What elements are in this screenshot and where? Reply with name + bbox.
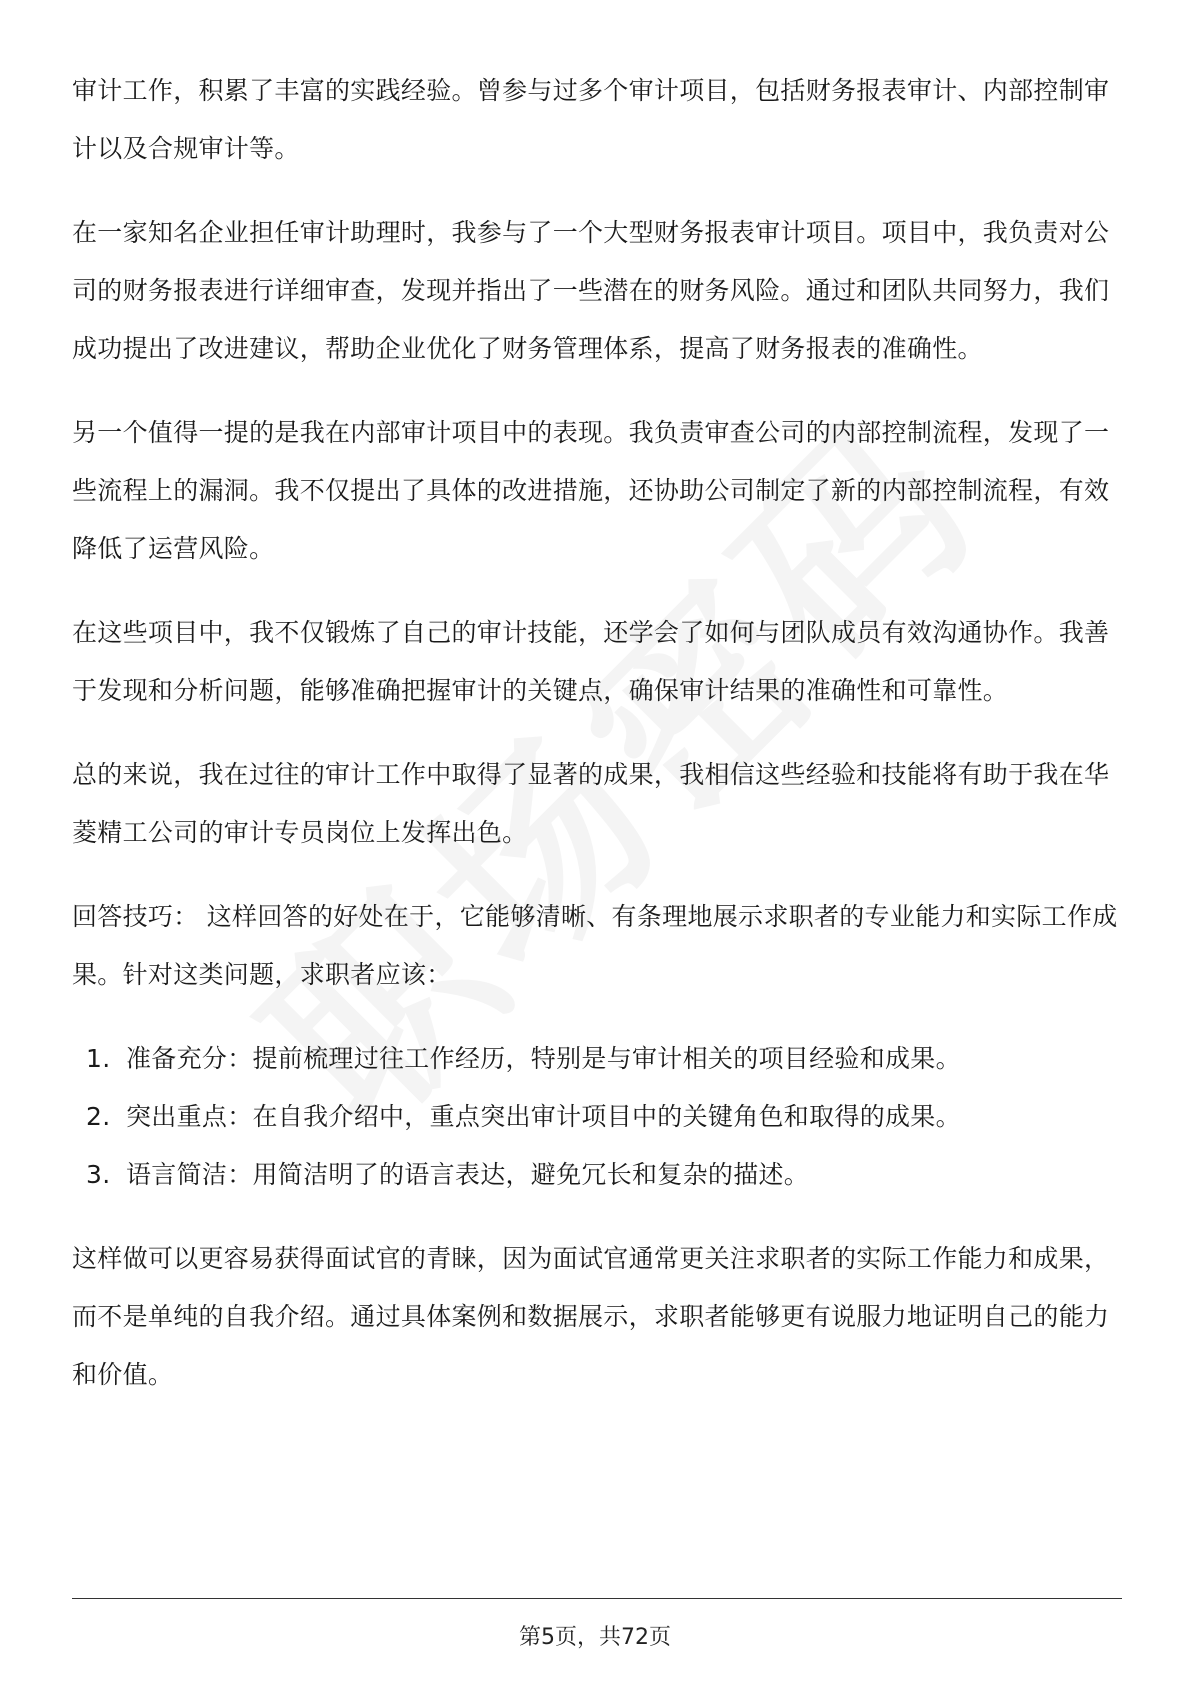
list-number: 2. [86,1102,111,1131]
list-item-text: 突出重点：在自我介绍中，重点突出审计项目中的关键角色和取得的成果。 [126,1102,961,1131]
list-item [72,1146,1122,1204]
paragraph: 在一家知名企业担任审计助理时，我参与了一个大型财务报表审计项目。项目中，我负责对公司的财务报表进行详细审查，发现并指出了一些潜在的财务风险。通过和团队共同努力，我们成功提出了改进建议，帮助企业优化了财务管理体系，提高了财务报表的准确性。 [72,218,1110,363]
footer-divider [72,1598,1122,1599]
paragraph: 在这些项目中，我不仅锻炼了自己的审计技能，还学会了如何与团队成员有效沟通协作。我善于发现和分析问题，能够准确把握审计的关键点，确保审计结果的准确性和可靠性。 [72,618,1110,705]
list-item [72,1088,1122,1146]
list-item-text: 语言简洁：用简洁明了的语言表达，避免冗长和复杂的描述。 [126,1160,810,1189]
paragraph: 总的来说，我在过往的审计工作中取得了显著的成果，我相信这些经验和技能将有助于我在华菱精工公司的审计专员岗位上发挥出色。 [72,760,1110,847]
tips-list [72,1030,1122,1204]
answer-tips-paragraph: 回答技巧： 这样回答的好处在于，它能够清晰、有条理地展示求职者的专业能力和实际工作成果。针对这类问题，求职者应该： [72,902,1118,989]
paragraph: 审计工作，积累了丰富的实践经验。曾参与过多个审计项目，包括财务报表审计、内部控制审计以及合规审计等。 [72,76,1110,163]
paragraph: 另一个值得一提的是我在内部审计项目中的表现。我负责审查公司的内部控制流程，发现了一些流程上的漏洞。我不仅提出了具体的改进措施，还协助公司制定了新的内部控制流程，有效降低了运营风险。 [72,418,1110,563]
document-body [72,62,1122,1430]
list-number: 3. [86,1160,111,1189]
list-number: 1. [86,1044,111,1073]
list-item-text: 准备充分：提前梳理过往工作经历，特别是与审计相关的项目经验和成果。 [126,1044,961,1073]
list-item [72,1030,1122,1088]
page-number: 第5页，共72页 [519,1625,671,1650]
closing-paragraph: 这样做可以更容易获得面试官的青睐，因为面试官通常更关注求职者的实际工作能力和成果，而不是单纯的自我介绍。通过具体案例和数据展示，求职者能够更有说服力地证明自己的能力和价值。 [72,1244,1110,1389]
